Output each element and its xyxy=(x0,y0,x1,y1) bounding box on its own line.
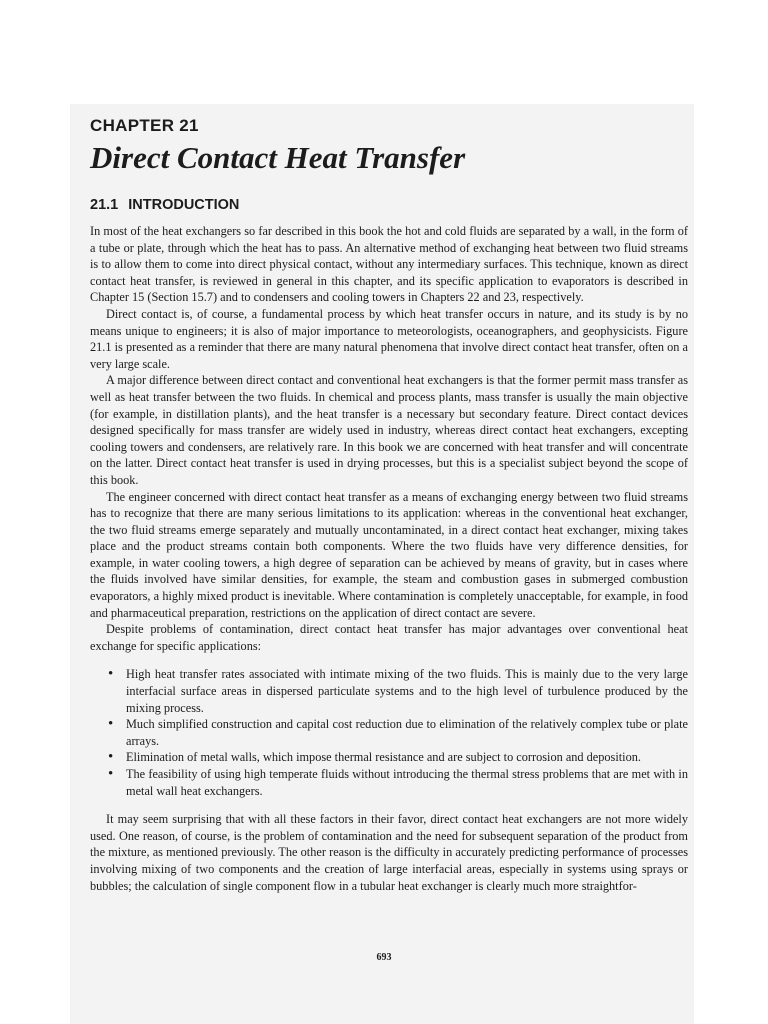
section-number: 21.1 xyxy=(90,197,119,213)
list-item: • The feasibility of using high temperate fluids without introducing the thermal stress problems that are met with in metal wall heat exchangers. xyxy=(108,766,688,799)
section-heading xyxy=(90,196,688,214)
chapter-label: CHAPTER 21 xyxy=(90,116,199,135)
paragraph-nature: Direct contact is, of course, a fundamental process by which heat transfer occurs in nature, and its study is by no means unique to engineers; it is also of major importance to meteorologists, oceanographers, and geophysicists. Figure 21.1 is presented as a reminder that there are many natural phenomena that involve direct contact heat transfer, often on a very large scale. xyxy=(90,306,688,371)
list-item: • Much simplified construction and capital cost reduction due to elimination of the relatively complex tube or plate arrays. xyxy=(108,716,688,749)
paragraph-conclusion: It may seem surprising that with all these factors in their favor, direct contact heat exchangers are not more widely used. One reason, of course, is the problem of contamination and the need for subsequent separation of the product from the mixture, as mentioned previously. The other reason is the difficulty in accurately predicting performance of processes involving mixing of two components and the creation of large interfacial areas, especially in systems using sprays or bubbles; the calculation of single component flow in a tubular heat exchanger is clearly much more straightfor- xyxy=(90,812,688,893)
list-item: • Elimination of metal walls, which impose thermal resistance and are subject to corrosion and deposition. xyxy=(108,749,688,766)
paragraph-intro: In most of the heat exchangers so far described in this book the hot and cold fluids are separated by a wall, in the form of a tube or plate, through which the heat has to pass. An alternative method of exchanging heat between two fluid streams is to allow them to come into direct physical contact, without any intermediary surfaces. This technique, known as direct contact heat transfer, is reviewed in general in this chapter, and its specific application to evaporators is described in Chapter 15 (Section 15.7) and to condensers and cooling towers in Chapters 22 and 23, respectively. xyxy=(90,224,688,305)
page-content xyxy=(90,113,688,894)
chapter-title: Direct Contact Heat Transfer xyxy=(90,140,466,175)
list-item: • High heat transfer rates associated with intimate mixing of the two fluids. This is mainly due to the very large interfacial surface areas in dispersed particulate systems and to the high level of turbulence produced by the mixing process. xyxy=(108,666,688,716)
advantages-list xyxy=(90,666,688,799)
paragraph-differences: A major difference between direct contact and conventional heat exchangers is that the former permit mass transfer as well as heat transfer between the two fluids. In chemical and process plants, mass transfer is usually the main objective (for example, in distillation plants), and the heat transfer is a necessary but secondary feature. Direct contact devices designed specifically for mass transfer are widely used in industry, whereas direct contact heat exchangers, excepting cooling towers and condensers, are relatively rare. In this book we are concerned with heat transfer and will concentrate on the latter. Direct contact heat transfer is used in drying processes, but this is a specialist subject beyond the scope of this book. xyxy=(90,373,688,487)
paragraph-limitations: The engineer concerned with direct contact heat transfer as a means of exchanging energy between two fluid streams has to recognize that there are many serious limitations to its application: whereas in the conventional heat exchanger, the two fluid streams emerge separately and mutually uncontaminated, in a direct contact heat exchanger, mixing takes place and the product streams contain both components. Where the two fluids have very difference densities, for example, in water cooling towers, a high degree of separation can be achieved by means of gravity, but in cases where the fluids involved have similar densities, for example, the steam and combustion gases in submerged combustion evaporators, a highly mixed product is inevitable. Where contamination is completely unacceptable, for example, in food and pharmaceutical preparation, restrictions on the application of direct contact are severe. xyxy=(90,489,688,620)
section-title: INTRODUCTION xyxy=(128,197,240,213)
paragraph-advantages-lead: Despite problems of contamination, direct contact heat transfer has major advantages over conventional heat exchange for specific applications: xyxy=(90,622,688,653)
page-number: 693 xyxy=(376,952,392,963)
